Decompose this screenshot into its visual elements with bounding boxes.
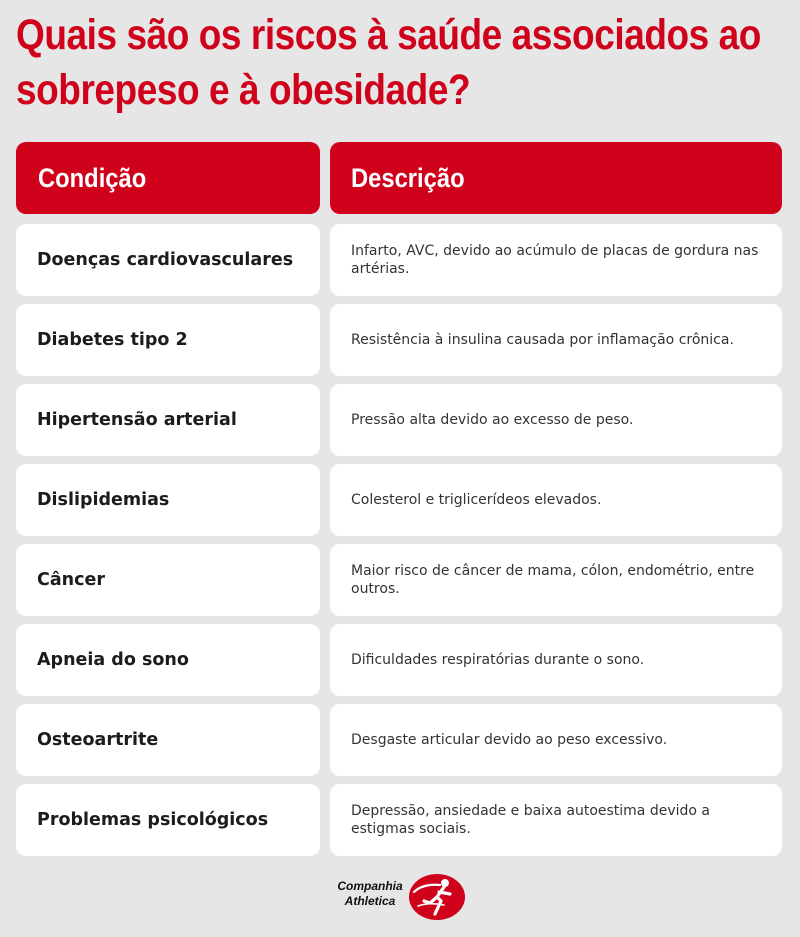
table-row [16, 544, 782, 616]
table-row [16, 624, 782, 696]
logo-line-2: Athletica [344, 894, 396, 908]
table-row [16, 464, 782, 536]
condition-cell: Problemas psicológicos [16, 784, 320, 856]
athlete-silhouette-icon [404, 870, 466, 922]
table-row [16, 224, 782, 296]
table-row [16, 784, 782, 856]
header-condition-label: Condição [38, 162, 147, 193]
logo-line-1: Companhia [337, 879, 403, 893]
table-row [16, 304, 782, 376]
condition-cell: Osteoartrite [16, 704, 320, 776]
company-logo [332, 868, 472, 924]
logo-text [332, 879, 408, 909]
description-cell: Dificuldades respiratórias durante o sono. [330, 624, 782, 696]
description-cell: Depressão, ansiedade e baixa autoestima devido a estigmas sociais. [330, 784, 782, 856]
description-cell: Colesterol e triglicerídeos elevados. [330, 464, 782, 536]
condition-cell: Câncer [16, 544, 320, 616]
condition-cell: Dislipidemias [16, 464, 320, 536]
condition-cell: Doenças cardiovasculares [16, 224, 320, 296]
description-cell: Infarto, AVC, devido ao acúmulo de placas de gordura nas artérias. [330, 224, 782, 296]
header-condition [16, 142, 320, 214]
description-cell: Pressão alta devido ao excesso de peso. [330, 384, 782, 456]
header-description-label: Descrição [351, 162, 465, 193]
condition-cell: Diabetes tipo 2 [16, 304, 320, 376]
description-cell: Resistência à insulina causada por inflamação crônica. [330, 304, 782, 376]
header-description [330, 142, 782, 214]
description-cell: Maior risco de câncer de mama, cólon, endométrio, entre outros. [330, 544, 782, 616]
table-row [16, 704, 782, 776]
description-cell: Desgaste articular devido ao peso excessivo. [330, 704, 782, 776]
condition-cell: Hipertensão arterial [16, 384, 320, 456]
condition-cell: Apneia do sono [16, 624, 320, 696]
page-title: Quais são os riscos à saúde associados ao sobrepeso e à obesidade? [16, 11, 761, 114]
table-row [16, 384, 782, 456]
risk-table [16, 224, 782, 864]
